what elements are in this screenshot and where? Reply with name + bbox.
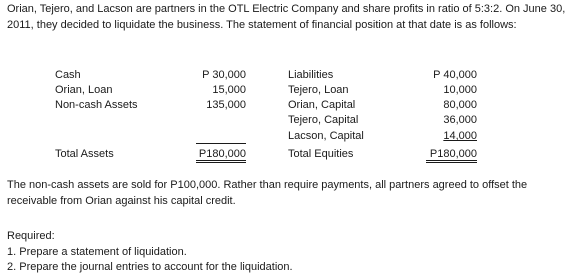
asset-amount-orian-loan: 15,000 (212, 84, 246, 96)
equity-amount-lacson-capital: 14,000 (443, 130, 477, 142)
equity-amount-tejero-loan: 10,000 (443, 84, 477, 96)
equity-label-lacson-capital: Lacson, Capital (288, 130, 364, 142)
intro-paragraph: Orian, Tejero, and Lacson are partners in the OTL Electric Company and share profits in ratio of 5:3:2. On June 30, 2011, they decided to liquidate the business. The statement of financial position at that date is as follows: (7, 3, 566, 31)
equity-amount-orian-capital: 80,000 (443, 99, 477, 111)
total-assets-label: Total Assets (55, 148, 114, 160)
total-equities-label: Total Equities (288, 148, 354, 160)
total-equities-amount: P180,000 (426, 148, 477, 163)
asset-label-non-cash: Non-cash Assets (55, 99, 138, 111)
sale-note-paragraph: The non-cash assets are sold for P100,000. Rather than require payments, all partners agreed to offset the receivable from Orian against his capital credit. (7, 179, 528, 207)
equity-label-liabilities: Liabilities (288, 69, 334, 81)
total-assets-amount: P180,000 (196, 148, 246, 163)
required-item-2: 2. Prepare the journal entries to account for the liquidation. (7, 261, 293, 273)
equity-label-tejero-loan: Tejero, Loan (288, 84, 349, 96)
asset-label-cash: Cash (55, 69, 81, 81)
assets-subtotal-rule (196, 143, 246, 144)
equity-label-tejero-capital: Tejero, Capital (288, 114, 359, 126)
equity-amount-liabilities: P 40,000 (433, 69, 477, 81)
equity-label-orian-capital: Orian, Capital (288, 99, 356, 111)
equity-amount-tejero-capital: 36,000 (443, 114, 477, 126)
required-heading: Required: (7, 230, 55, 242)
asset-amount-cash: P 30,000 (202, 69, 246, 81)
asset-label-orian-loan: Orian, Loan (55, 84, 113, 96)
required-item-1: 1. Prepare a statement of liquidation. (7, 246, 187, 258)
asset-amount-non-cash: 135,000 (206, 99, 246, 111)
